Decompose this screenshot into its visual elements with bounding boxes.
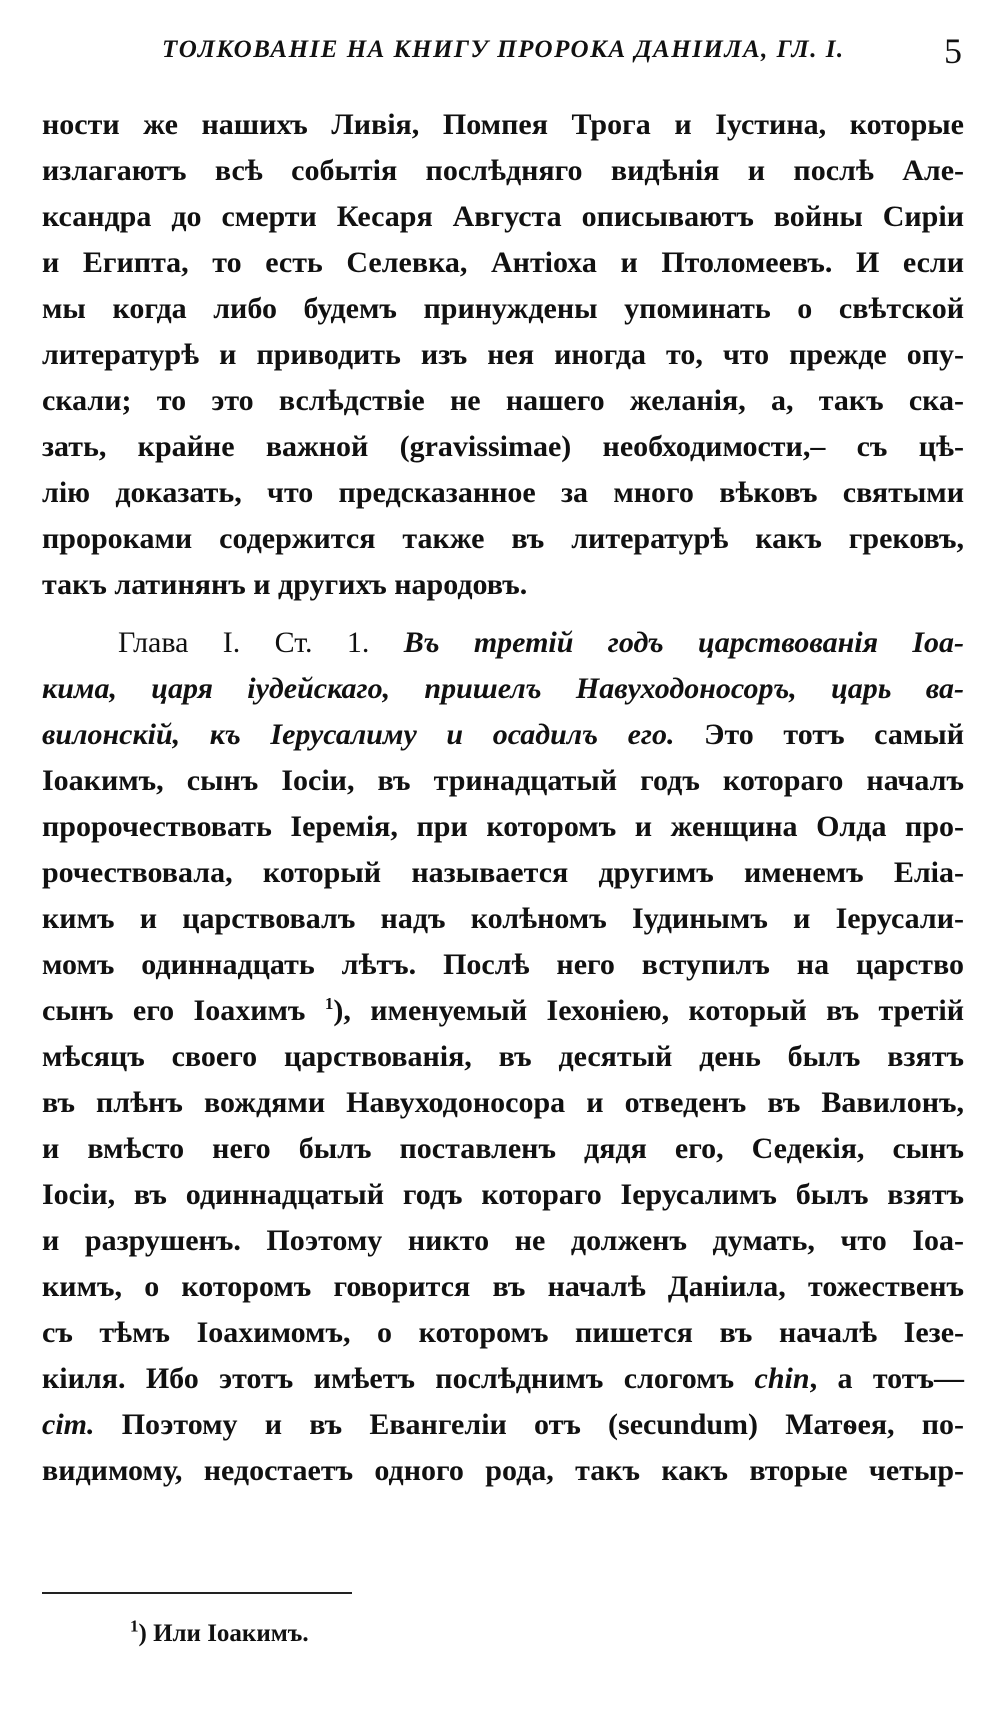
footnote-marker: 1	[130, 1616, 139, 1636]
text-segment: ), именуемый Іехоніею, который въ третій	[333, 994, 964, 1027]
paragraph-1	[42, 102, 964, 608]
text-line: скали; то это вслѣдствіе не нашего желанія, а, такъ ска-	[42, 384, 964, 417]
text-line: въ плѣнъ вождями Навуходоносора и отведенъ въ Вавилонъ,	[42, 1086, 964, 1119]
footnote	[130, 1616, 309, 1648]
chapter-label: Глава I. Ст. 1.	[118, 626, 370, 659]
text-line: зать, крайне важной (gravissimae) необходимости,– съ цѣ-	[42, 430, 964, 463]
text-line: ксандра до смерти Кесаря Августа описываютъ войны Сиріи	[42, 200, 964, 233]
text-line: Іоакимъ, сынъ Іосіи, въ тринадцатый годъ котораго началъ	[42, 764, 964, 797]
text-line: излагаютъ всѣ событія послѣдняго видѣнія и послѣ Але-	[42, 154, 964, 187]
text-line: литературѣ и приводить изъ нея иногда то, что прежде опу-	[42, 338, 964, 371]
text-line: кимъ и царствовалъ надъ колѣномъ Іудинымъ и Іерусали-	[42, 902, 964, 935]
footnote-reference[interactable]: 1	[324, 994, 334, 1013]
footnote-text: ) Или Іоакимъ.	[138, 1620, 309, 1647]
page-number: 5	[944, 31, 962, 71]
text-line: видимому, недостаетъ одного рода, такъ какъ вторые четыр-	[42, 1454, 964, 1487]
text-line: и вмѣсто него былъ поставленъ дядя его, Седекія, сынъ	[42, 1132, 964, 1165]
text-segment: сынъ его Іоахимъ	[42, 994, 306, 1027]
verse-text: Въ третій годъ царствованія Іоа-	[403, 626, 965, 659]
text-line: съ тѣмъ Іоахимомъ, о которомъ пишется въ началѣ Іезе-	[42, 1316, 964, 1349]
text-line: лію доказать, что предсказанное за много вѣковъ святыми	[42, 476, 964, 509]
footnote-divider	[42, 1592, 352, 1594]
text-line	[42, 988, 964, 1034]
text-segment: Поэтому и въ Евангеліи отъ (secundum) Матѳея, по-	[121, 1408, 965, 1441]
text-line: момъ одиннадцать лѣтъ. Послѣ него вступилъ на царство	[42, 948, 964, 981]
text-line: мы когда либо будемъ принуждены упоминать о свѣтской	[42, 292, 964, 325]
text-line: кимъ, о которомъ говорится въ началѣ Даніила, тожественъ	[42, 1270, 964, 1303]
latin-syllable: cim.	[42, 1408, 95, 1441]
text-segment: , а тотъ—	[809, 1362, 964, 1395]
verse-text: кима, царя іудейскаго, пришелъ Навуходоносоръ, царь ва-	[42, 672, 964, 705]
text-line	[42, 620, 964, 666]
running-title: ТОЛКОВАНІЕ НА КНИГУ ПРОРОКА ДАНІИЛА, ГЛ. I.	[162, 36, 845, 63]
text-line: такъ латинянъ и другихъ народовъ.	[42, 568, 528, 601]
text-line	[42, 1402, 964, 1448]
text-line: рочествовала, который называется другимъ именемъ Еліа-	[42, 856, 964, 889]
latin-syllable: chin	[754, 1362, 810, 1395]
text-line: мѣсяцъ своего царствованія, въ десятый день былъ взятъ	[42, 1040, 964, 1073]
verse-text: вилонскій, къ Іерусалиму и осадилъ его.	[42, 718, 675, 751]
commentary-text: Это тотъ самый	[704, 718, 965, 751]
text-segment: кіиля. Ибо этотъ имѣетъ послѣднимъ слогомъ	[42, 1362, 735, 1395]
text-line	[42, 712, 964, 758]
text-line: Іосіи, въ одиннадцатый годъ котораго Іерусалимъ былъ взятъ	[42, 1178, 964, 1211]
text-line: пророками содержится также въ литературѣ какъ грековъ,	[42, 522, 964, 555]
text-line: и разрушенъ. Поэтому никто не долженъ думать, что Іоа-	[42, 1224, 964, 1257]
paragraph-2	[42, 620, 964, 1494]
text-line: и Египта, то есть Селевка, Антіоха и Птоломеевъ. И если	[42, 246, 964, 279]
text-line	[42, 1356, 964, 1402]
text-line: пророчествовать Іеремія, при которомъ и женщина Олда про-	[42, 810, 964, 843]
running-head	[42, 30, 962, 80]
text-line: ности же нашихъ Ливія, Помпея Трога и Іустина, которые	[42, 108, 964, 141]
